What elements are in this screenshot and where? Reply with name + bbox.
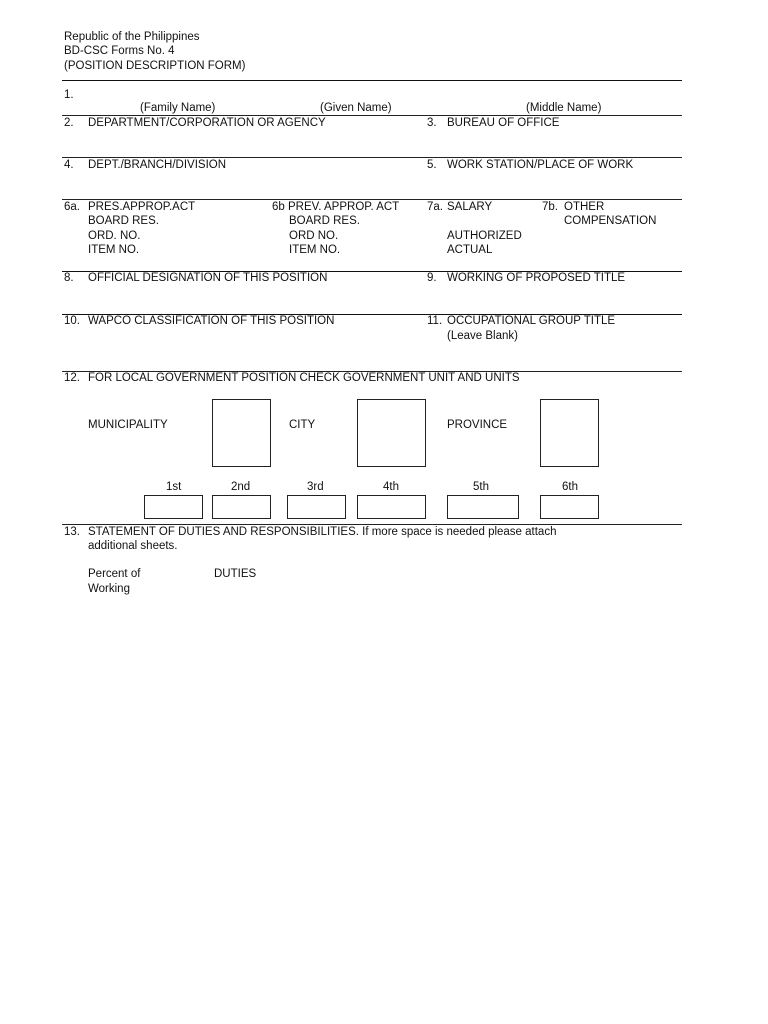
proposed-title-label: WORKING OF PROPOSED TITLE [447,272,626,284]
branch-division-label: DEPT./BRANCH/DIVISION [88,159,227,171]
salary-actual-label: ACTUAL [447,244,493,256]
duties-label: DUTIES [214,568,257,580]
item2-number: 2. [64,117,74,129]
leave-blank-note: (Leave Blank) [447,330,518,342]
item12-number: 12. [64,372,80,384]
class-2nd-checkbox[interactable] [212,495,271,519]
pres-item-no-label: ITEM NO. [88,244,140,256]
item5-number: 5. [427,159,437,171]
middle-name-label: (Middle Name) [526,102,602,114]
item13-number: 13. [64,526,80,538]
duties-statement-note: additional sheets. [88,540,178,552]
prev-ord-no-label: ORD NO. [289,230,339,242]
given-name-label: (Given Name) [320,102,392,114]
other-label: OTHER [564,201,605,213]
prev-approp-act-label: 6b PREV. APPROP. ACT [272,201,400,213]
item9-number: 9. [427,272,437,284]
item8-number: 8. [64,272,74,284]
prev-item-no-label: ITEM NO. [289,244,341,256]
province-checkbox[interactable] [540,399,599,467]
item1-number: 1. [64,89,74,101]
work-station-label: WORK STATION/PLACE OF WORK [447,159,634,171]
salary-label: SALARY [447,201,493,213]
class-6th-checkbox[interactable] [540,495,599,519]
salary-authorized-label: AUTHORIZED [447,230,522,242]
form-header-number: BD-CSC Forms No. 4 [64,45,175,57]
municipality-label: MUNICIPALITY [88,419,168,431]
class-4th-checkbox[interactable] [357,495,426,519]
city-checkbox[interactable] [357,399,426,467]
item7b-number: 7b. [542,201,558,213]
prev-board-res-label: BOARD RES. [289,215,360,227]
class-5th-label: 5th [473,481,489,493]
item4-number: 4. [64,159,74,171]
pres-ord-no-label: ORD. NO. [88,230,141,242]
class-3rd-label: 3rd [307,481,324,493]
form-header-title: (POSITION DESCRIPTION FORM) [64,60,246,72]
class-1st-checkbox[interactable] [144,495,203,519]
item6a-number: 6a. [64,201,80,213]
duties-statement-label: STATEMENT OF DUTIES AND RESPONSIBILITIES. If more space is needed please attach [88,526,557,538]
percent-working-label-2: Working [88,583,130,595]
percent-working-label: Percent of [88,568,141,580]
item11-number: 11. [427,315,443,327]
local-government-label: FOR LOCAL GOVERNMENT POSITION CHECK GOVERNMENT UNIT AND UNITS [88,372,520,384]
form-header-republic: Republic of the Philippines [64,31,200,43]
bureau-office-label: BUREAU OF OFFICE [447,117,560,129]
province-label: PROVINCE [447,419,508,431]
class-4th-label: 4th [383,481,399,493]
department-agency-label: DEPARTMENT/CORPORATION OR AGENCY [88,117,326,129]
occupational-group-label: OCCUPATIONAL GROUP TITLE [447,315,616,327]
class-5th-checkbox[interactable] [447,495,519,519]
family-name-label: (Family Name) [140,102,216,114]
class-1st-label: 1st [166,481,182,493]
pres-board-res-label: BOARD RES. [88,215,159,227]
class-2nd-label: 2nd [231,481,251,493]
pres-approp-act-label: PRES.APPROP.ACT [88,201,196,213]
item10-number: 10. [64,315,80,327]
wapco-classification-label: WAPCO CLASSIFICATION OF THIS POSITION [88,315,335,327]
class-3rd-checkbox[interactable] [287,495,346,519]
divider [62,80,682,81]
official-designation-label: OFFICIAL DESIGNATION OF THIS POSITION [88,272,328,284]
item7a-number: 7a. [427,201,443,213]
compensation-label: COMPENSATION [564,215,657,227]
class-6th-label: 6th [562,481,578,493]
municipality-checkbox[interactable] [212,399,271,467]
city-label: CITY [289,419,316,431]
item3-number: 3. [427,117,437,129]
